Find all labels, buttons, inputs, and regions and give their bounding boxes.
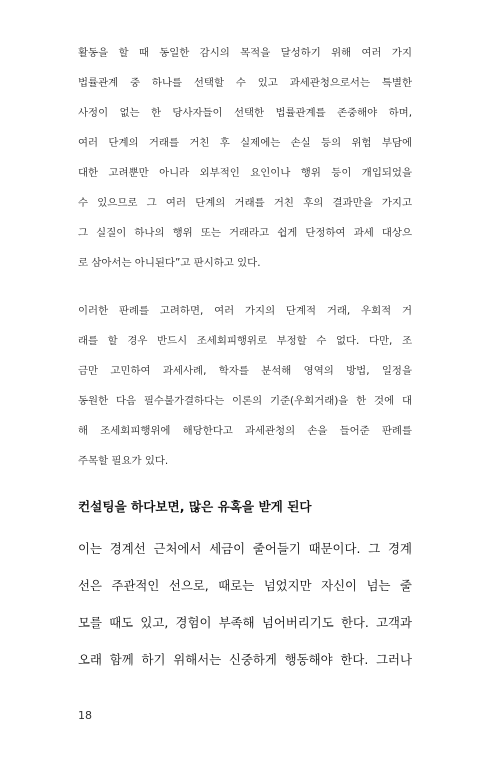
text-line: 대한 고려뿐만 아니라 외부적인 요인이나 행위 등이 개입되었을 bbox=[78, 167, 412, 179]
text-line: 동원한 다음 필수불가결하다는 이론의 기준(우회거래)을 한 것에 대 bbox=[78, 395, 412, 407]
text-line: 그 실질이 하나의 행위 또는 거래라고 쉽게 단정하여 과세 대상으 bbox=[78, 227, 412, 239]
text-line: 이러한 판례를 고려하면, 여러 가지의 단계적 거래, 우회적 거 bbox=[78, 305, 412, 317]
paragraph-3 bbox=[78, 530, 412, 678]
text-line: 오래 함께 하기 위해서는 신중하게 행동해야 한다. 그러나 bbox=[78, 652, 412, 667]
paragraph-1 bbox=[78, 38, 412, 278]
text-line: 법률관계 중 하나를 선택할 수 있고 과세관청으로서는 특별한 bbox=[78, 77, 412, 89]
text-line: 금만 고민하여 과세사례, 학자를 분석해 영역의 방법, 일정을 bbox=[78, 365, 412, 377]
text-line: 활동을 할 때 동일한 감시의 목적을 달성하기 위해 여러 가지 bbox=[78, 47, 412, 59]
text-line: 수 있으므로 그 여러 단계의 거래를 거친 후의 결과만을 가지고 bbox=[78, 197, 412, 209]
text-line: 이는 경계선 근처에서 세금이 줄어들기 때문이다. 그 경계 bbox=[78, 541, 412, 556]
paragraph-2 bbox=[78, 296, 412, 476]
text-line: 여러 단계의 거래를 거친 후 실제에는 손실 등의 위험 부담에 bbox=[78, 137, 412, 149]
text-line: 주목할 필요가 있다. bbox=[78, 455, 169, 467]
text-line: 로 삼아서는 아니된다”고 판시하고 있다. bbox=[78, 257, 261, 269]
text-line: 선은 주관적인 선으로, 때로는 넘었지만 자신이 넘는 줄 bbox=[78, 578, 412, 593]
section-heading: 컨설팅을 하다보면, 많은 유혹을 받게 된다 bbox=[78, 499, 312, 514]
text-line: 사정이 없는 한 당사자들이 선택한 법률관계를 존중해야 하며, bbox=[78, 107, 412, 119]
text-line: 모를 때도 있고, 경험이 부족해 넘어버리기도 한다. 고객과 bbox=[78, 615, 412, 630]
text-line: 해 조세회피행위에 해당한다고 과세관청의 손을 들어준 판례를 bbox=[78, 425, 412, 437]
text-line: 래를 할 경우 반드시 조세회피행위로 부정할 수 없다. 다만, 조 bbox=[78, 335, 412, 347]
page-number: 18 bbox=[78, 709, 92, 722]
